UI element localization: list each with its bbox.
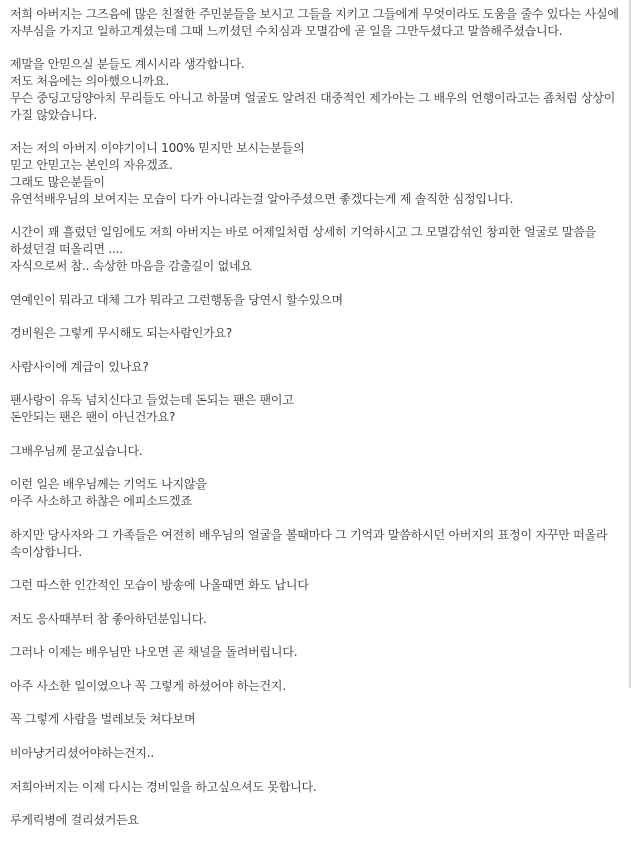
paragraph: 저는 저의 아버지 이야기이니 100% 믿지만 보시는분들의 믿고 안믿고는 본인의 자유겠죠. 그래도 많은분들이 유연석배우님의 보여지는 모습이 다가 아니라는걸 알아주셨으면 좋겠다는게 제 솔직한 심정입니다. [10, 141, 514, 206]
paragraph: 루게릭병에 걸리셨거든요 [10, 813, 139, 828]
paragraph: 저도 응사때부터 참 좋아하던분입니다. [10, 611, 207, 626]
paragraph: 경비원은 그렇게 무시해도 되는사람인가요? [10, 326, 233, 341]
paragraph: 시간이 꽤 흘렀던 일임에도 저희 아버지는 바로 어제일처럼 상세히 기억하시고 그 모멸감섞인 창피한 얼굴로 말씀을 하셨던걸 떠올리면 .... 자식으로써 참.. 속상한 마음을 감출길이 없네요 [10, 225, 597, 273]
paragraph: 저희 아버지는 그즈음에 많은 친절한 주민분들을 보시고 그들을 지키고 그들에게 무엇이라도 도움을 줄수 있다는 사실에 자부심을 가지고 일하고계셨는데 그때 느끼셨던 수치심과 모멸감에 곧 일을 그만두셨다고 말씀해주셨습니다. [10, 7, 619, 38]
paragraph: 그러나 이제는 배우님만 나오면 곧 채널을 돌려버립니다. [10, 645, 298, 660]
paragraph: 아주 사소한 일이였으나 꼭 그렇게 하셨어야 하는건지. [10, 678, 286, 693]
paragraph: 그런 따스한 인간적인 모습이 방송에 나올때면 화도 납니다 [10, 578, 309, 593]
paragraph: 이런 일은 배우님께는 기억도 나지않을 아주 사소하고 하찮은 에피소드겠죠 [10, 477, 207, 509]
paragraph: 꼭 그렇게 사람을 벌레보듯 쳐다보며 [10, 712, 196, 727]
paragraph: 팬사랑이 유독 넘치신다고 들었는데 돈되는 팬은 팬이고 돈안되는 팬은 팬이 아닌건가요? [10, 393, 294, 425]
paragraph: 제말을 안믿으실 분들도 계시시라 생각합니다. 저도 처음에는 의아했으니까요. 무슨 중딩고딩양아치 무리들도 아니고 하물며 얼굴도 알려진 대중적인 제가아는 그 배우의 언행이라고는 죰처럼 상상이 가질 않았습니다. [10, 57, 616, 122]
paragraph: 비아냥거리셨어야하는건지.. [10, 746, 154, 761]
paragraph: 사람사이에 계급이 있나요? [10, 359, 149, 374]
paragraph: 연예인이 뭐라고 대체 그가 뭐라고 그런행동을 당연시 할수있으며 [10, 292, 343, 307]
paragraph: 저희아버지는 이제 다시는 경비일을 하고싶으셔도 못합니다. [10, 779, 317, 794]
paragraph: 그배우님께 묻고싶습니다. [10, 443, 143, 458]
paragraph: 하지만 당사자와 그 가족들은 여전히 배우님의 얼굴을 볼때마다 그 기억과 말씀하시던 아버지의 표정이 자꾸만 떠올라 속이상합니다. [10, 527, 608, 559]
